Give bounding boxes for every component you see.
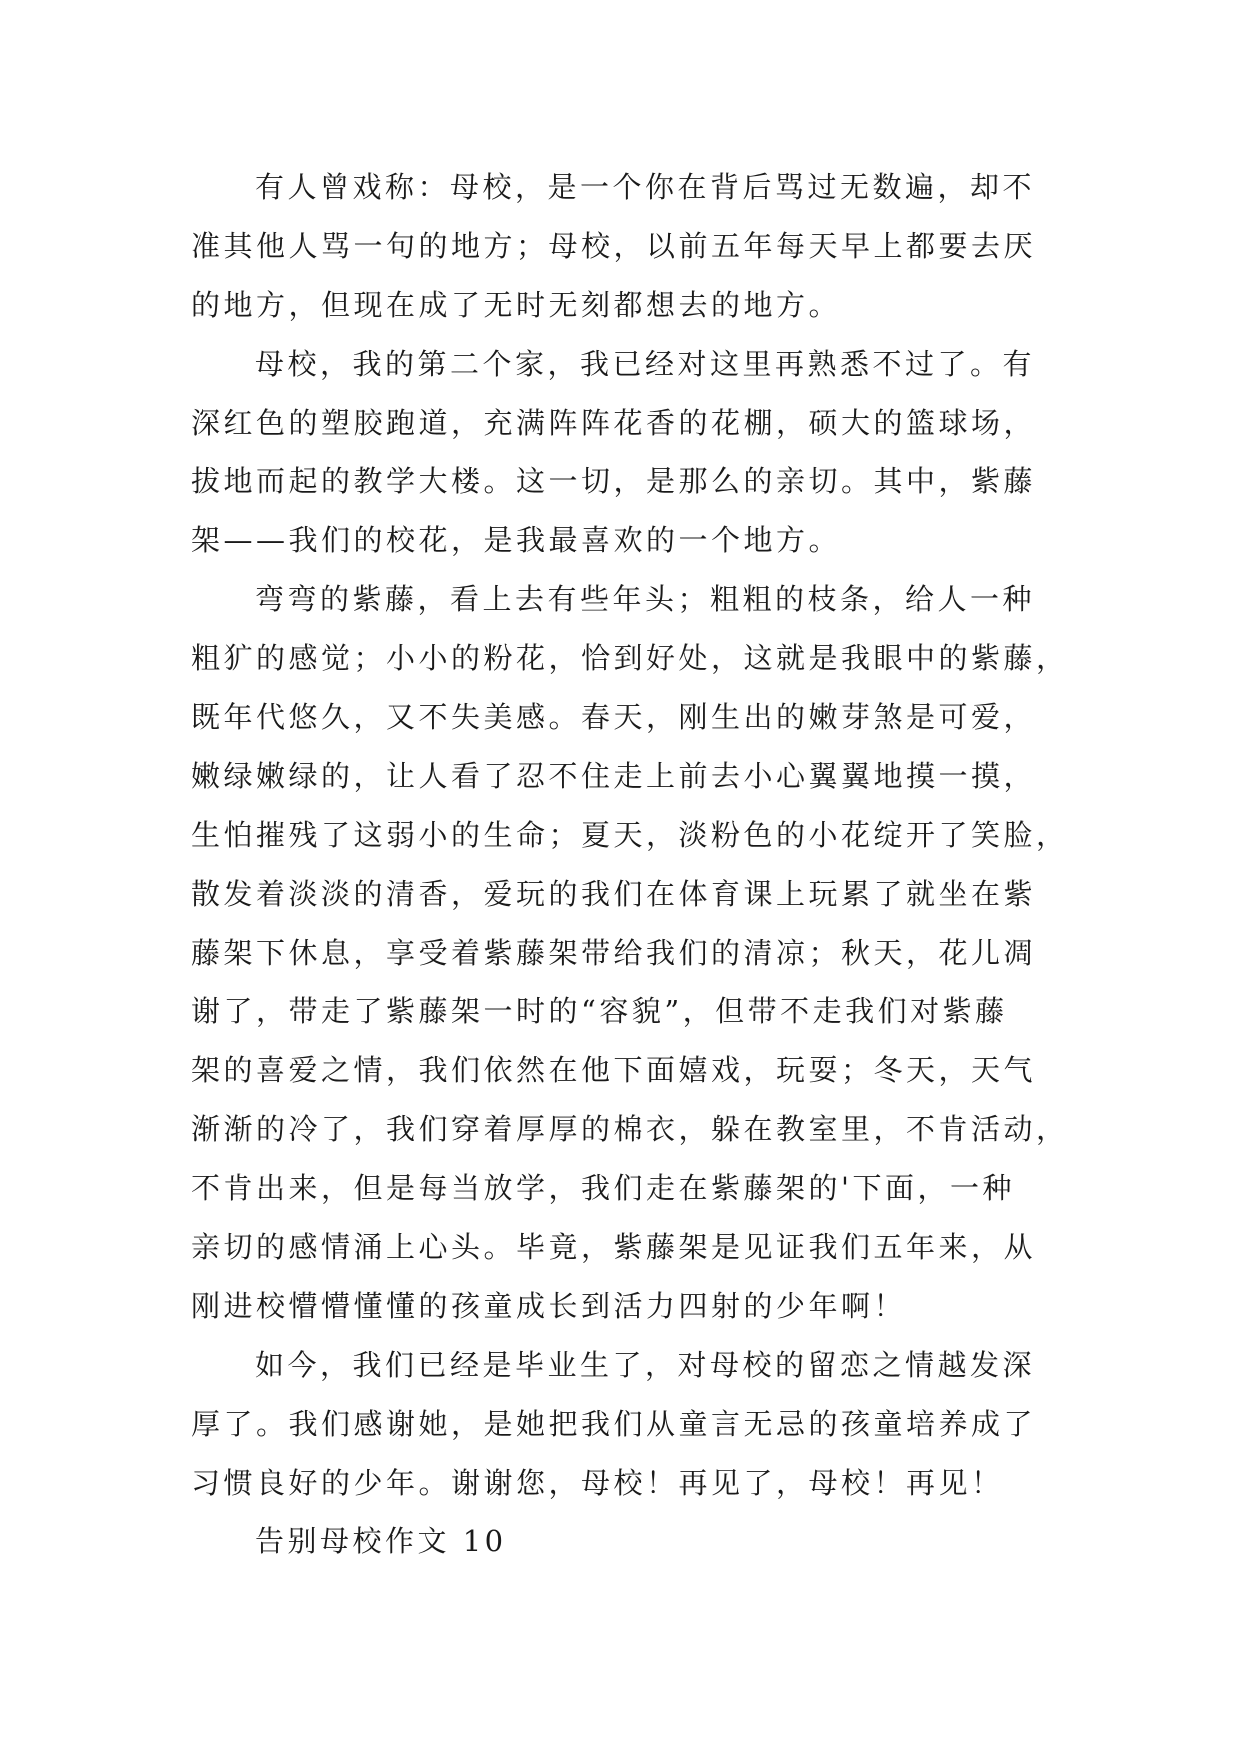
paragraph-3-line-3: 既年代悠久，又不失美感。春天，刚生出的嫩芽煞是可爱， <box>191 700 1037 735</box>
paragraph-3-line-2: 粗犷的感觉；小小的粉花，恰到好处，这就是我眼中的紫藤， <box>191 641 1069 676</box>
document-body <box>191 158 1069 1571</box>
paragraph-2-line-2: 深红色的塑胶跑道，充满阵阵花香的花棚，硕大的篮球场， <box>191 405 1037 440</box>
paragraph-2-line-3: 拔地而起的教学大楼。这一切，是那么的亲切。其中，紫藤 <box>191 464 1037 499</box>
section-heading: 告别母校作文 10 <box>255 1524 507 1559</box>
paragraph-1-line-3: 的地方，但现在成了无时无刻都想去的地方。 <box>191 287 842 322</box>
paragraph-4-line-3: 习惯良好的少年。谢谢您，母校！再见了，母校！再见！ <box>191 1465 1004 1500</box>
paragraph-4-line-2: 厚了。我们感谢她，是她把我们从童言无忌的孩童培养成了 <box>191 1406 1037 1441</box>
paragraph-3-line-12: 亲切的感情涌上心头。毕竟，紫藤架是见证我们五年来，从 <box>191 1230 1037 1265</box>
paragraph-3-line-6: 散发着淡淡的清香，爱玩的我们在体育课上玩累了就坐在紫 <box>191 876 1037 911</box>
paragraph-2-line-4: 架——我们的校花，是我最喜欢的一个地方。 <box>191 523 842 558</box>
paragraph-3-line-1: 弯弯的紫藤，看上去有些年头；粗粗的枝条，给人一种 <box>255 582 1036 617</box>
paragraph-2-line-1: 母校，我的第二个家，我已经对这里再熟悉不过了。有 <box>255 346 1036 381</box>
paragraph-4-line-1: 如今，我们已经是毕业生了，对母校的留恋之情越发深 <box>255 1347 1036 1382</box>
paragraph-1-line-2: 准其他人骂一句的地方；母校，以前五年每天早上都要去厌 <box>191 228 1037 263</box>
paragraph-3-line-13: 刚进校懵懵懂懂的孩童成长到活力四射的少年啊！ <box>191 1288 907 1323</box>
paragraph-3-line-9: 架的喜爱之情，我们依然在他下面嬉戏，玩耍；冬天，天气 <box>191 1053 1037 1088</box>
paragraph-3-line-7: 藤架下休息，享受着紫藤架带给我们的清凉；秋天，花儿凋 <box>191 935 1037 970</box>
paragraph-3-line-10: 渐渐的冷了，我们穿着厚厚的棉衣，躲在教室里，不肯活动， <box>191 1112 1069 1147</box>
paragraph-3-line-11: 不肯出来，但是每当放学，我们走在紫藤架的'下面，一种 <box>191 1171 1015 1206</box>
paragraph-3-line-4: 嫩绿嫩绿的，让人看了忍不住走上前去小心翼翼地摸一摸， <box>191 758 1037 793</box>
paragraph-1-line-1: 有人曾戏称：母校，是一个你在背后骂过无数遍，却不 <box>255 170 1036 204</box>
paragraph-3-line-5: 生怕摧残了这弱小的生命；夏天，淡粉色的小花绽开了笑脸， <box>191 817 1069 852</box>
paragraph-3-line-8: 谢了，带走了紫藤架一时的“容貌”，但带不走我们对紫藤 <box>191 994 1008 1029</box>
